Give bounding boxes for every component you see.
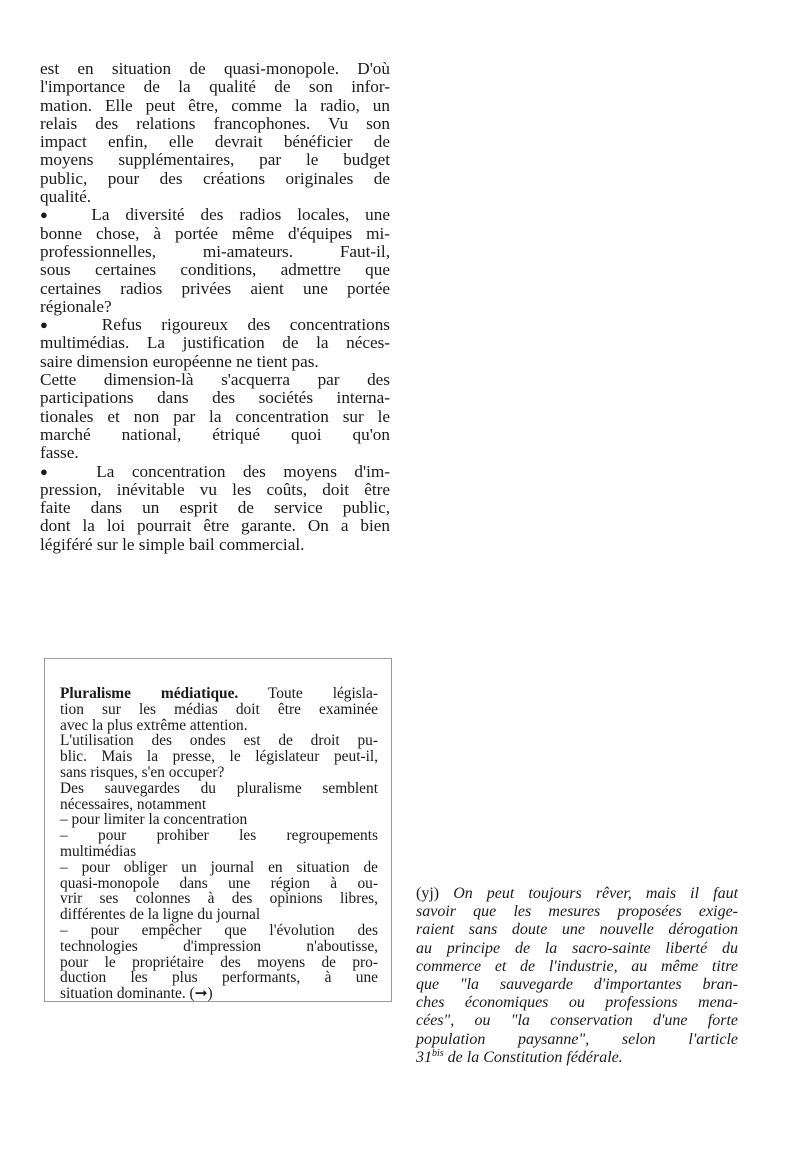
article-number: 31 [416, 1048, 432, 1066]
bullet-line [40, 206, 390, 224]
text-line: avec la plus extrême attention. [60, 716, 248, 734]
text-line: Cette dimension-là s'acquerra par des [40, 370, 390, 390]
text-line: certaines radios privées aient une portée [40, 278, 390, 298]
text-line: – pour prohiber les regroupements [60, 827, 378, 845]
text-line: mation. Elle peut être, comme la radio, un [40, 95, 390, 115]
bullet-line [40, 463, 390, 481]
text-line: de la Constitution fédérale. [447, 1048, 623, 1066]
text-line: relais des relations francophones. Vu son [40, 113, 390, 133]
main-text-column [40, 60, 390, 554]
text-line: tionales et non par la concentration sur le [40, 406, 390, 426]
text-line: marché national, étriqué quoi qu'on [40, 424, 390, 444]
text-line: professionnelles, mi-amateurs. Faut-il, [40, 241, 390, 261]
text-line: différentes de la ligne du journal [60, 906, 261, 924]
text-line: duction les plus performants, à une [60, 969, 378, 987]
text-line: blic. Mais la presse, le législateur peut-il, [60, 748, 378, 766]
text-line: dont la loi pourrait être garante. On a bien [40, 516, 390, 536]
text-line: sous certaines conditions, admettre que [40, 260, 390, 280]
text-line: situation dominante. (➞) [60, 985, 213, 1003]
text-line: pour le propriétaire des moyens de pro- [60, 953, 378, 971]
bullet-line [40, 316, 390, 334]
text-line: multimédias [60, 842, 137, 860]
text-line: Refus rigoureux des concentrations [101, 315, 390, 335]
text-line: pression, inévitable vu les coûts, doit être [40, 479, 390, 499]
text-line: légiféré sur le simple bail commercial. [40, 534, 305, 554]
text-line: – pour limiter la concentration [60, 811, 248, 829]
text-line: vrir ses colonnes à des opinions libres, [60, 890, 378, 908]
text-line: fasse. [40, 443, 79, 463]
text-line: moyens supplémentaires, par le budget [40, 150, 390, 170]
sidebar-first-line [60, 686, 378, 702]
text-line: Toute législa- [267, 685, 378, 702]
text-line: sans risques, s'en occuper? [60, 763, 225, 781]
bullet-icon: ● [40, 463, 62, 479]
footnote-last-line [416, 1049, 738, 1067]
text-line: faite dans un esprit de service public, [40, 498, 390, 518]
text-line: L'utilisation des ondes est de droit pu- [60, 732, 378, 750]
text-line: commerce et de l'industrie, au même titre [416, 957, 738, 975]
text-line: participations dans des sociétés interna- [40, 388, 390, 408]
article-superscript: bis [432, 1047, 444, 1059]
text-line: bonne chose, à portée même d'équipes mi- [40, 223, 390, 243]
sidebar-title: Pluralisme médiatique. [60, 685, 239, 702]
text-line: – pour obliger un journal en situation de [60, 858, 378, 876]
text-line: impact enfin, elle devrait bénéficier de [40, 132, 390, 152]
text-line: au principe de la sacro-sainte liberté du [416, 939, 738, 957]
sidebar-text [60, 686, 378, 1002]
text-line: La diversité des radios locales, une [91, 205, 390, 225]
text-line: – pour empêcher que l'évolution des [60, 921, 378, 939]
text-line: est en situation de quasi-monopole. D'où [40, 59, 390, 78]
text-line: qualité. [40, 187, 92, 207]
text-line: saire dimension européenne ne tient pas. [40, 351, 319, 371]
text-line: La concentration des moyens d'im- [96, 461, 390, 481]
text-line: raient sans doute une nouvelle dérogation [416, 921, 738, 939]
text-line: population paysanne", selon l'article [416, 1030, 738, 1048]
text-line: public, pour des créations originales de [40, 168, 390, 188]
footnote-marker: (yj) [416, 885, 440, 902]
text-line: technologies d'impression n'aboutisse, [60, 937, 378, 955]
text-line: multimédias. La justification de la néces- [40, 333, 390, 353]
text-line: savoir que les mesures proposées exige- [416, 903, 738, 921]
text-line: l'importance de la qualité de son infor- [40, 77, 390, 97]
text-line: cées", ou "la conservation d'une forte [416, 1012, 738, 1030]
text-line: ches économiques ou professions mena- [416, 994, 738, 1012]
text-line: nécessaires, notamment [60, 795, 207, 813]
text-line: Des sauvegardes du pluralisme semblent [60, 779, 378, 797]
text-line: On peut toujours rêver, mais il faut [453, 885, 739, 902]
footnote-first-line [416, 885, 738, 903]
sidebar-box [44, 658, 392, 1002]
text-line: tion sur les médias doit être examinée [60, 700, 378, 718]
footnote [416, 885, 738, 1067]
bullet-icon: ● [40, 207, 60, 223]
text-line: régionale? [40, 296, 112, 316]
bullet-icon: ● [40, 317, 63, 333]
text-line: quasi-monopole dans une région à ou- [60, 874, 378, 892]
text-line: que "la sauvegarde d'importantes bran- [416, 976, 738, 994]
